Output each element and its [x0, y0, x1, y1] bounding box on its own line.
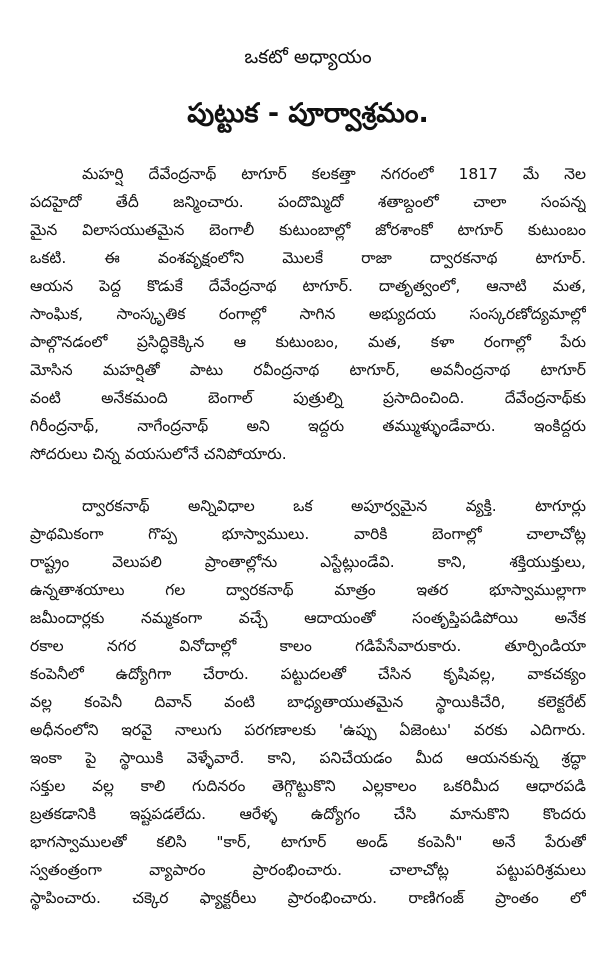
chapter-label: ఒకటో అధ్యాయం: [244, 46, 372, 68]
text-line: స్వతంత్రంగా వ్యాపారం ప్రారంభించారు. చాలాచోట్ల పట్టుపరిశ్రమలు: [30, 861, 586, 879]
text-line: ఇంకా పై స్థాయికి వెళ్ళేవారే. కాని, పనిచేయడం మీద ఆయనకున్న శ్రద్ధా: [30, 749, 586, 767]
chapter-title: పుట్టుక - పూర్వాశ్రమం.: [187, 98, 429, 129]
text-line: గిరీంద్రనాథ్, నాగేంద్రనాథ్ అని ఇద్దరు తమ్ముళ్ళుండేవారు. ఇంకిద్దరు: [30, 417, 586, 435]
text-line: సాంఘిక, సాంస్కృతిక రంగాల్లో సాగిన అభ్యుదయ సంస్కరణోద్యమాల్లో: [30, 305, 586, 323]
text-line: ఉన్నతాశయాలు గల ద్వారకనాథ్ మాత్రం ఇతర భూస్వాముల్లాగా: [30, 581, 586, 599]
text-line: పదహైదో తేదీ జన్మించారు. పందొమ్మిదో శతాబ్దంలో చాలా సంపన్న: [30, 193, 586, 211]
text-line: వంటి అనేకమంది బెంగాల్ పుత్రుల్ని ప్రసాదించింది. దేవేంద్రనాథ్‌కు: [30, 389, 586, 407]
text-line: సోదరులు చిన్న వయసులోనే చనిపోయారు.: [30, 445, 287, 463]
text-line: సక్తుల వల్ల కాలి గుదినరం తెగ్గొట్టుకొని ఎల్లకాలం ఒకరిమీద ఆధారపడి: [30, 777, 586, 795]
text-line: స్థాపించారు. చక్కెర ఫ్యాక్టరీలు ప్రారంభించారు. రాణిగంజ్ ప్రాంతం లో: [30, 889, 586, 907]
text-line: రకాల నగర వినోదాల్లో కాలం గడిపేసేవారుకారు. తూర్పిండియా: [30, 637, 586, 655]
paragraph-2: [30, 492, 586, 912]
text-line: జమీందార్లకు నమ్మకంగా వచ్చే ఆదాయంతో సంతృప్తిపడిపోయి అనేక: [30, 609, 586, 627]
text-line: మైన విలాసయుతమైన బెంగాలీ కుటుంబాల్లో జోరశాంకో టాగూర్ కుటుంబం: [30, 221, 586, 239]
text-line: మహర్షి దేవేంద్రనాథ్ టాగూర్ కలకత్తా నగరంలో 1817 మే నెల: [82, 165, 586, 183]
text-line: ఒకటి. ఈ వంశవృక్షంలోని మొలకే రాజా ద్వారకనాథ టాగూర్.: [30, 249, 586, 267]
text-line: ప్రాథమికంగా గొప్ప భూస్వాములు. వారికి బెంగాల్లో చాలాచోట్ల: [30, 525, 586, 543]
text-line: మోసిన మహర్షితో పాటు రవీంద్రనాథ టాగూర్, అవనీంద్రనాథ టాగూర్: [30, 361, 586, 379]
text-line: కంపెనీలో ఉద్యోగిగా చేరారు. పట్టుదలతో చేసిన కృషివల్ల, వాకచక్యం: [30, 665, 586, 683]
text-line: భాగస్వాములతో కలిసి "కార్, టాగూర్ అండ్ కంపెనీ" అనే పేరుతో: [30, 833, 586, 851]
text-line: అధీనంలోని ఇరవై నాలుగు పరగణాలకు 'ఉప్పు ఏజెంటు' వరకు ఎదిగారు.: [30, 721, 586, 739]
text-line: రాష్ట్రం వెలుపలి ప్రాంతాల్లోను ఎస్టేట్లుండేవి. కాని, శక్తియుక్తులు,: [30, 553, 586, 571]
text-line: వల్ల కంపెనీ దివాన్ వంటి బాధ్యతాయుతమైన స్థాయికిచేరి, కలెక్టరేట్: [30, 693, 586, 711]
text-line: పాల్గొనడంలో ప్రసిద్ధికెక్కిన ఆ కుటుంబం, మత, కళా రంగాల్లో పేరు: [30, 333, 586, 351]
text-line: ఆయన పెద్ద కొడుకే దేవేంద్రనాథ టాగూర్. దాతృత్వంలో, ఆనాటి మత,: [30, 277, 586, 295]
text-line: ద్వారకనాథ్ అన్నివిధాల ఒక అపూర్వమైన వ్యక్తి. టాగూర్లు: [82, 497, 586, 515]
paragraph-1: [30, 160, 586, 468]
text-line: బ్రతకడానికి ఇష్టపడలేదు. ఆరేళ్ళ ఉద్యోగం చేసి మానుకొని కొందరు: [30, 805, 586, 823]
